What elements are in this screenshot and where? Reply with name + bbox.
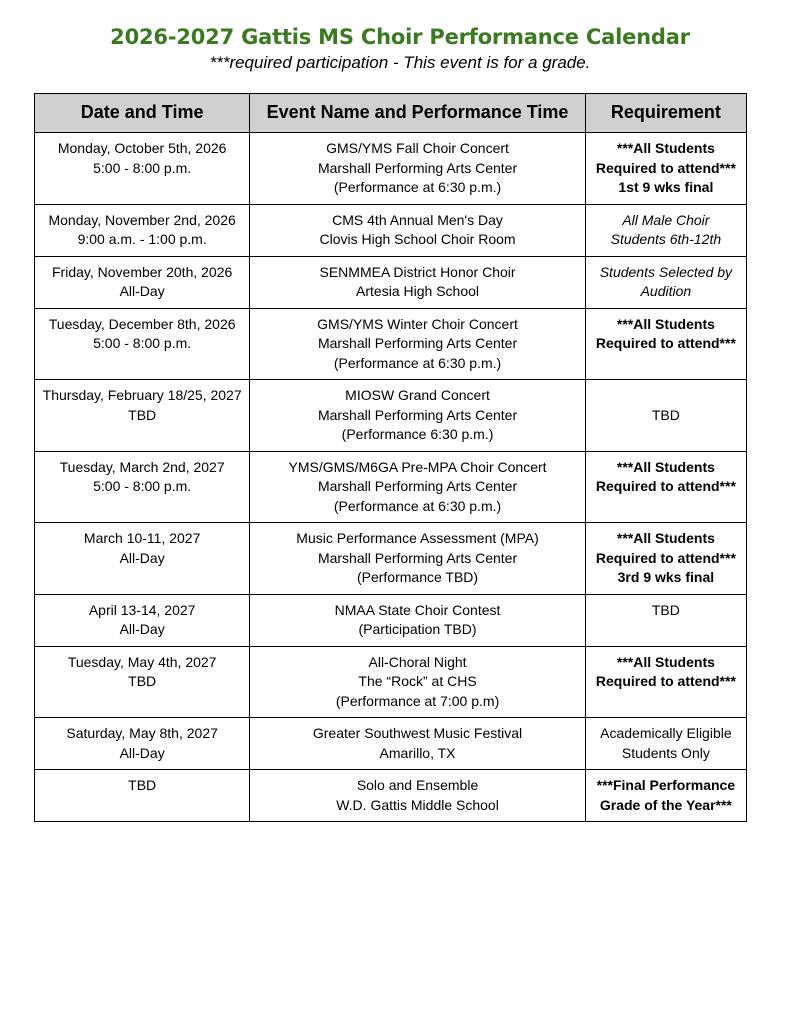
event-cell-line: Music Performance Assessment (MPA) (296, 530, 539, 546)
performance-calendar-table (34, 93, 747, 822)
requirement-cell-line: Required to attend*** (595, 673, 736, 689)
requirement-cell-line: Academically Eligible (600, 725, 732, 741)
event-cell-line: Marshall Performing Arts Center (317, 159, 518, 176)
date-time-cell-line: Tuesday, December 8th, 2026 (48, 315, 236, 332)
requirement-cell-line: TBD (651, 601, 680, 618)
date-time-cell-line: April 13-14, 2027 (88, 601, 196, 618)
table-row (35, 523, 747, 595)
event-cell-line: GMS/YMS Fall Choir Concert (326, 140, 509, 156)
event-cell-line: W.D. Gattis Middle School (336, 796, 499, 813)
requirement-cell-line: ***All Students (616, 653, 715, 670)
date-time-cell-line: Monday, October 5th, 2026 (57, 140, 227, 156)
date-time-cell-line: TBD (128, 406, 157, 423)
date-time-cell-line: 5:00 - 8:00 p.m. (93, 478, 192, 494)
page-title: 2026-2027 Gattis MS Choir Performance Calendar (110, 25, 690, 49)
requirement-cell (585, 204, 746, 256)
event-cell-line: Solo and Ensemble (356, 777, 479, 793)
requirement-cell-line: Grade of the Year*** (599, 796, 732, 813)
column-header-requirement: Requirement (585, 94, 746, 133)
date-time-cell-line: TBD (128, 777, 157, 793)
date-time-cell (35, 380, 250, 452)
table-row (35, 204, 747, 256)
requirement-cell (585, 380, 746, 452)
event-cell-line: Greater Southwest Music Festival (312, 725, 523, 741)
date-time-cell-line: 5:00 - 8:00 p.m. (93, 335, 192, 351)
event-cell-line: (Performance TBD) (356, 569, 479, 585)
requirement-cell-line: TBD (651, 406, 680, 423)
requirement-cell (585, 256, 746, 308)
table-row (35, 770, 747, 822)
event-cell-line: Marshall Performing Arts Center (317, 549, 518, 566)
table-body (35, 133, 747, 822)
date-time-cell-line: Friday, November 20th, 2026 (52, 263, 233, 280)
date-time-cell (35, 523, 250, 595)
requirement-cell-line: All Male Choir (622, 211, 710, 228)
requirement-cell (585, 523, 746, 595)
event-cell (250, 646, 585, 718)
date-time-cell-line: All-Day (119, 621, 165, 637)
column-header-date: Date and Time (35, 94, 250, 133)
date-time-cell (35, 594, 250, 646)
requirement-cell (585, 718, 746, 770)
requirement-cell-line: ***All Students (616, 458, 715, 475)
event-cell-line: (Performance at 6:30 p.m.) (333, 354, 502, 371)
requirement-cell-line: Required to attend*** (595, 159, 736, 176)
requirement-cell (585, 594, 746, 646)
table-row (35, 308, 747, 380)
event-cell-line: CMS 4th Annual Men's Day (332, 211, 503, 228)
date-time-cell-line: 9:00 a.m. - 1:00 p.m. (77, 231, 207, 247)
column-header-event: Event Name and Performance Time (250, 94, 585, 133)
date-time-cell-line: All-Day (119, 283, 165, 299)
requirement-cell-line: ***All Students (616, 140, 715, 156)
event-cell-line: (Participation TBD) (358, 621, 477, 637)
requirement-cell (585, 451, 746, 523)
requirement-cell (585, 133, 746, 205)
table-row (35, 256, 747, 308)
event-cell-line: (Performance at 6:30 p.m.) (333, 179, 502, 195)
date-time-cell (35, 770, 250, 822)
event-cell-line: Marshall Performing Arts Center (317, 406, 518, 423)
date-time-cell-line: All-Day (119, 744, 165, 761)
event-cell-line: Marshall Performing Arts Center (317, 478, 518, 494)
requirement-cell-line: ***All Students (616, 315, 715, 332)
event-cell (250, 256, 585, 308)
event-cell-line: Marshall Performing Arts Center (317, 335, 518, 351)
table-row (35, 594, 747, 646)
date-time-cell-line: 5:00 - 8:00 p.m. (93, 159, 192, 176)
date-time-cell-line: Saturday, May 8th, 2027 (66, 725, 218, 741)
requirement-cell-line: Required to attend*** (595, 549, 736, 566)
event-cell-line: (Performance 6:30 p.m.) (341, 426, 494, 442)
requirement-cell-line: Required to attend*** (595, 335, 736, 351)
table-header-row (35, 94, 747, 133)
event-cell-line: Amarillo, TX (379, 744, 456, 761)
date-time-cell (35, 718, 250, 770)
date-time-cell-line: Monday, November 2nd, 2026 (48, 211, 236, 228)
table-row (35, 451, 747, 523)
event-cell (250, 523, 585, 595)
date-time-cell-line: Thursday, February 18/25, 2027 (42, 387, 242, 403)
date-time-cell (35, 204, 250, 256)
date-time-cell-line: TBD (128, 673, 157, 689)
event-cell-line: NMAA State Choir Contest (334, 601, 501, 618)
date-time-cell (35, 646, 250, 718)
date-time-cell (35, 256, 250, 308)
event-cell (250, 451, 585, 523)
event-cell-line: Clovis High School Choir Room (319, 231, 516, 247)
event-cell (250, 308, 585, 380)
event-cell (250, 594, 585, 646)
event-cell-line: (Performance at 6:30 p.m.) (333, 497, 502, 514)
requirement-cell-line: 3rd 9 wks final (617, 569, 715, 585)
date-time-cell (35, 133, 250, 205)
date-time-cell (35, 451, 250, 523)
requirement-cell (585, 646, 746, 718)
requirement-cell (585, 308, 746, 380)
event-cell (250, 380, 585, 452)
requirement-cell-line: Students Only (621, 744, 710, 761)
date-time-cell-line: March 10-11, 2027 (83, 530, 201, 546)
event-cell (250, 770, 585, 822)
requirement-cell-line: ***All Students (616, 530, 715, 546)
event-cell-line: (Performance at 7:00 p.m) (335, 692, 500, 709)
table-row (35, 133, 747, 205)
date-time-cell-line: All-Day (119, 549, 165, 566)
date-time-cell (35, 308, 250, 380)
event-cell (250, 133, 585, 205)
page-subtitle: ***required participation - This event is for a grade. (209, 53, 591, 72)
event-cell-line: MIOSW Grand Concert (345, 387, 490, 403)
event-cell-line: YMS/GMS/M6GA Pre-MPA Choir Concert (288, 458, 547, 475)
date-time-cell-line: Tuesday, March 2nd, 2027 (59, 458, 225, 475)
event-cell (250, 718, 585, 770)
requirement-cell (585, 770, 746, 822)
table-row (35, 646, 747, 718)
requirement-cell-line: Students Selected by (599, 263, 733, 280)
event-cell-line: GMS/YMS Winter Choir Concert (317, 315, 518, 332)
event-cell-line: The “Rock” at CHS (358, 673, 477, 689)
requirement-cell-line: 1st 9 wks final (618, 179, 714, 195)
event-cell (250, 204, 585, 256)
event-cell-line: Artesia High School (356, 283, 479, 299)
event-cell-line: SENMMEA District Honor Choir (319, 263, 516, 280)
requirement-cell-line: Audition (640, 283, 692, 299)
requirement-cell-line: Required to attend*** (595, 478, 736, 494)
table-row (35, 380, 747, 452)
date-time-cell-line: Tuesday, May 4th, 2027 (67, 653, 217, 670)
event-cell-line: All-Choral Night (368, 653, 467, 670)
requirement-cell-line: Students 6th-12th (610, 231, 722, 247)
table-row (35, 718, 747, 770)
requirement-cell-line: ***Final Performance (596, 777, 736, 793)
